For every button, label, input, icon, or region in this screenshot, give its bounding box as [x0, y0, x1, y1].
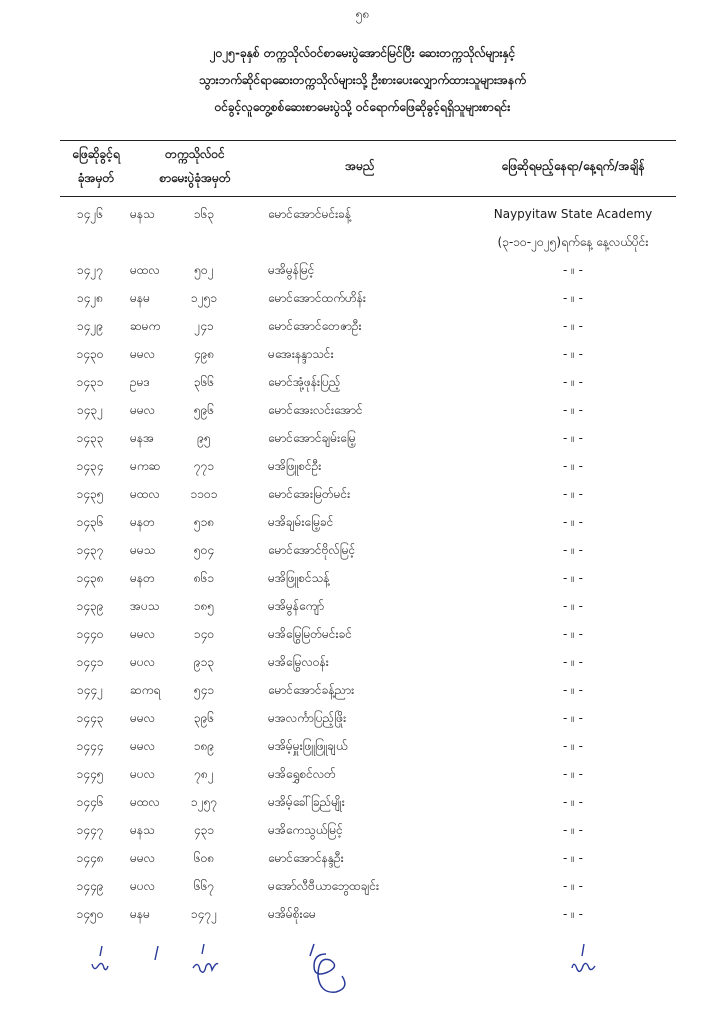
table-row — [0, 704, 725, 732]
venue-cell: - ။ - — [563, 851, 583, 865]
exam-no-cell: ၁၄၄၅ — [76, 767, 104, 781]
exam-no-cell: ၁၄၄၉ — [76, 879, 104, 893]
table-row — [0, 900, 725, 928]
venue-cell: - ။ - — [563, 487, 583, 501]
school-code-cell: မထလ — [130, 795, 160, 809]
name-cell: မောင်အုံ့ဖုန်းပြည့် — [268, 375, 341, 389]
venue-cell: - ။ - — [563, 319, 583, 333]
venue-cell: - ။ - — [563, 767, 583, 781]
table-row — [0, 452, 725, 480]
venue-cell: Naypyitaw State Academy — [493, 207, 653, 221]
school-code-cell: မနတ — [130, 515, 155, 529]
roll-no-cell: ၃၉၆ — [193, 711, 215, 725]
table-row — [0, 844, 725, 872]
roll-no-cell: ၁၆၃ — [193, 207, 215, 221]
venue-cell: - ။ - — [563, 403, 583, 417]
header-roll-no — [140, 142, 250, 190]
roll-no-cell: ၄၃၁ — [193, 823, 215, 837]
school-code-cell: မနသ — [130, 823, 155, 837]
header-exam-no-line-1: ဖြေဆိုခွင့်ရ — [72, 147, 120, 161]
name-cell: မအိကေသွယ်မြင့် — [268, 823, 343, 837]
name-cell: မောင်အောင်နန္ဒဦး — [268, 851, 344, 865]
school-code-cell: မပလ — [130, 879, 155, 893]
exam-no-cell: ၁၄၃၅ — [76, 487, 104, 501]
exam-no-cell: ၁၄၄၀ — [76, 627, 104, 641]
school-code-cell: ဆမက — [130, 319, 161, 333]
name-cell: မအိမြွေမြတ်မင်းခင် — [268, 627, 353, 641]
roll-no-cell: ၉၅ — [197, 431, 211, 445]
header-exam-no — [60, 142, 132, 190]
roll-no-cell: ၉၁၃ — [193, 655, 215, 669]
table-row — [0, 592, 725, 620]
header-name: အမည် — [345, 159, 375, 173]
signature-4 — [300, 942, 360, 992]
signature-2 — [150, 942, 162, 992]
exam-no-cell: ၁၄၂၇ — [76, 263, 104, 277]
roll-no-cell: ၁၄၇၂ — [190, 907, 218, 921]
school-code-cell: မမလ — [130, 403, 155, 417]
table-row — [0, 676, 725, 704]
venue-cell: - ။ - — [563, 375, 583, 389]
venue-cell: - ။ - — [563, 683, 583, 697]
table-row — [0, 620, 725, 648]
exam-no-cell: ၁၄၄၂ — [76, 683, 104, 697]
table-row — [0, 536, 725, 564]
name-cell: မောင်အေးလင်းအောင် — [268, 403, 363, 417]
roll-no-cell: ၅၄၁ — [193, 683, 215, 697]
table-row — [0, 732, 725, 760]
exam-no-cell: ၁၄၃၄ — [76, 459, 104, 473]
venue-cell: - ။ - — [563, 543, 583, 557]
exam-no-cell: ၁၄၃၆ — [76, 515, 104, 529]
signature-3 — [190, 942, 220, 992]
school-code-cell: မမလ — [130, 711, 155, 725]
name-cell: မအိရွှေစင်လတ် — [268, 767, 336, 781]
venue-cell: - ။ - — [563, 655, 583, 669]
school-code-cell: မထလ — [130, 263, 160, 277]
school-code-cell: ဥမဒ — [130, 375, 150, 389]
table-top-rule — [60, 140, 676, 141]
header-exam-no-line-2: ခုံအမှတ် — [77, 171, 115, 185]
exam-no-cell: ၁၄၄၇ — [76, 823, 104, 837]
venue-cell: - ။ - — [563, 711, 583, 725]
table-row — [0, 200, 725, 228]
roll-no-cell: ၁၈၉ — [193, 739, 215, 753]
table-row — [0, 788, 725, 816]
title-line-2: သွားဘက်ဆိုင်ရာဆေးတက္ကသိုလ်များသို့ ဦးစားပေးလျှောက်ထားသူများအနက် — [199, 73, 526, 87]
roll-no-cell: ၈၆၁ — [193, 571, 215, 585]
roll-no-cell: ၄၉၈ — [193, 347, 215, 361]
table-row — [0, 648, 725, 676]
header-venue: ဖြေဆိုရမည့်နေရာ/နေ့ရက်/အချိန် — [501, 159, 645, 173]
school-code-cell: မနမ — [130, 291, 150, 305]
roll-no-cell: ၁၂၅၇ — [190, 795, 218, 809]
exam-no-cell: ၁၄၄၄ — [76, 739, 104, 753]
venue-date-time: (၃-၁၀-၂၀၂၅)ရက်နေ့ နေ့လယ်ပိုင်း — [497, 235, 649, 249]
name-cell: မအိမွန်မြင့် — [268, 263, 315, 277]
title-line-1: ၂၀၂၅-ခုနှစ် တက္ကသိုလ်ဝင်စာမေးပွဲအောင်မြင်ပြီး ဆေးတက္ကသိုလ်များနှင့် — [209, 46, 516, 60]
venue-cell: - ။ - — [563, 599, 583, 613]
name-cell: မအလင်္ကာပြည့်ဖြိုး — [268, 711, 347, 725]
venue-cell: - ။ - — [563, 515, 583, 529]
name-cell: မအိမွန်ကျော် — [268, 599, 325, 613]
exam-no-cell: ၁၄၄၆ — [76, 795, 104, 809]
table-row — [0, 508, 725, 536]
venue-cell: - ။ - — [563, 431, 583, 445]
table-row — [0, 312, 725, 340]
venue-cell: - ။ - — [563, 907, 583, 921]
name-cell: မအိမြွေလဝန်း — [268, 655, 329, 669]
name-cell: မောင်အောင်တေဇာဦး — [268, 319, 362, 333]
name-cell: မောင်အောင်ဗိုလ်မြင့် — [268, 543, 356, 557]
school-code-cell: မထလ — [130, 487, 160, 501]
venue-cell: - ။ - — [563, 459, 583, 473]
exam-no-cell: ၁၄၂၈ — [76, 291, 104, 305]
school-code-cell: မမလ — [130, 627, 155, 641]
roll-no-cell: ၁၈၅ — [193, 599, 215, 613]
table-row — [0, 480, 725, 508]
exam-no-cell: ၁၄၄၁ — [76, 655, 104, 669]
table-row — [0, 256, 725, 284]
roll-no-cell: ၅၉၆ — [193, 403, 215, 417]
venue-cell: - ။ - — [563, 823, 583, 837]
name-cell: မအိမ်စိုးမေ — [268, 907, 316, 921]
roll-no-cell: ၆၀၈ — [193, 851, 215, 865]
school-code-cell: အပသ — [130, 599, 160, 613]
table-header-rule — [60, 196, 676, 197]
exam-no-cell: ၁၄၃၈ — [76, 571, 104, 585]
venue-cell: - ။ - — [563, 291, 583, 305]
name-cell: မအိမ့်မှူးဖြူဖြူချယ် — [268, 739, 348, 753]
exam-no-cell: ၁၄၃၀ — [76, 347, 104, 361]
exam-no-cell: ၁၄၄၃ — [76, 711, 104, 725]
table-row — [0, 284, 725, 312]
page-number: ၅၈ — [355, 7, 370, 21]
venue-continuation-row — [0, 228, 725, 256]
school-code-cell: မနအ — [130, 431, 155, 445]
venue-cell: - ။ - — [563, 879, 583, 893]
name-cell: မောင်အောင်ချမ်းမြေ့ — [268, 431, 356, 445]
school-code-cell: မပလ — [130, 655, 155, 669]
roll-no-cell: ၆၆၇ — [193, 879, 215, 893]
school-code-cell: မနတ — [130, 571, 155, 585]
name-cell: မောင်အောင်ခန့်ညား — [268, 683, 355, 697]
name-cell: မောင်အောင်မင်းခန့် — [268, 207, 352, 221]
exam-no-cell: ၁၄၃၇ — [76, 543, 104, 557]
school-code-cell: မမလ — [130, 739, 155, 753]
roll-no-cell: ၁၂၅၁ — [190, 291, 218, 305]
name-cell: မအိဖြူစင်သန့် — [268, 571, 330, 585]
school-code-cell: မနမ — [130, 907, 150, 921]
name-cell: မောင်အေးမြတ်မင်း — [268, 487, 351, 501]
school-code-cell: မပလ — [130, 767, 155, 781]
signature-5 — [568, 942, 598, 992]
school-code-cell: မမသ — [130, 543, 156, 557]
table-row — [0, 424, 725, 452]
roll-no-cell: ၁၁၀၁ — [190, 487, 218, 501]
name-cell: မအေးနန္ဒာသင်း — [268, 347, 334, 361]
roll-no-cell: ၂၄၁ — [194, 319, 214, 333]
roll-no-cell: ၅၁၈ — [193, 515, 215, 529]
header-roll-no-line-1: တက္ကသိုလ်ဝင် — [165, 147, 225, 161]
roll-no-cell: ၃၆၆ — [193, 375, 215, 389]
exam-no-cell: ၁၄၃၃ — [76, 431, 104, 445]
name-cell: မအိချမ်းမြေ့ခင် — [268, 515, 334, 529]
name-cell: မောင်အောင်ထက်ဟိန်း — [268, 291, 366, 305]
name-cell: မအော်လီဗီယာဘွေထချင်း — [268, 879, 380, 893]
table-row — [0, 396, 725, 424]
exam-no-cell: ၁၄၂၆ — [76, 207, 104, 221]
header-roll-no-line-2: စာမေးပွဲခုံအမှတ် — [159, 171, 231, 185]
roll-no-cell: ၇၈၂ — [194, 767, 214, 781]
table-row — [0, 816, 725, 844]
exam-no-cell: ၁၄၃၉ — [76, 599, 104, 613]
roll-no-cell: ၅၀၄ — [193, 543, 215, 557]
school-code-cell: မနသ — [130, 207, 155, 221]
venue-cell: - ။ - — [563, 347, 583, 361]
title-line-3: ဝင်ခွင့်လူတွေ့စစ်ဆေးစာမေးပွဲသို့ ဝင်ရောက်ဖြေဆိုခွင့်ရရှိသူများစာရင်း — [214, 100, 511, 114]
table-row — [0, 564, 725, 592]
school-code-cell: ဆကရ — [130, 683, 161, 697]
venue-cell: - ။ - — [563, 739, 583, 753]
signature-1 — [88, 942, 112, 992]
venue-cell: - ။ - — [563, 627, 583, 641]
table-row — [0, 340, 725, 368]
school-code-cell: မမလ — [130, 347, 155, 361]
exam-no-cell: ၁၄၅၀ — [76, 907, 104, 921]
roll-no-cell: ၇၇၁ — [193, 459, 215, 473]
table-row — [0, 760, 725, 788]
name-cell: မအိဖြူစင်ဦး — [268, 459, 322, 473]
exam-no-cell: ၁၄၃၁ — [76, 375, 104, 389]
venue-cell: - ။ - — [563, 263, 583, 277]
school-code-cell: မမလ — [130, 851, 155, 865]
roll-no-cell: ၁၄၀ — [193, 627, 215, 641]
exam-no-cell: ၁၄၂၉ — [76, 319, 104, 333]
document-title — [0, 40, 725, 121]
table-row — [0, 368, 725, 396]
exam-no-cell: ၁၄၃၂ — [76, 403, 104, 417]
exam-no-cell: ၁၄၄၈ — [76, 851, 104, 865]
venue-cell: - ။ - — [563, 795, 583, 809]
roll-no-cell: ၅၀၂ — [194, 263, 214, 277]
table-row — [0, 872, 725, 900]
venue-cell: - ။ - — [563, 571, 583, 585]
school-code-cell: မကဆ — [130, 459, 161, 473]
name-cell: မအိမ့်ခေါ်ခြည်မျိုး — [268, 795, 345, 809]
